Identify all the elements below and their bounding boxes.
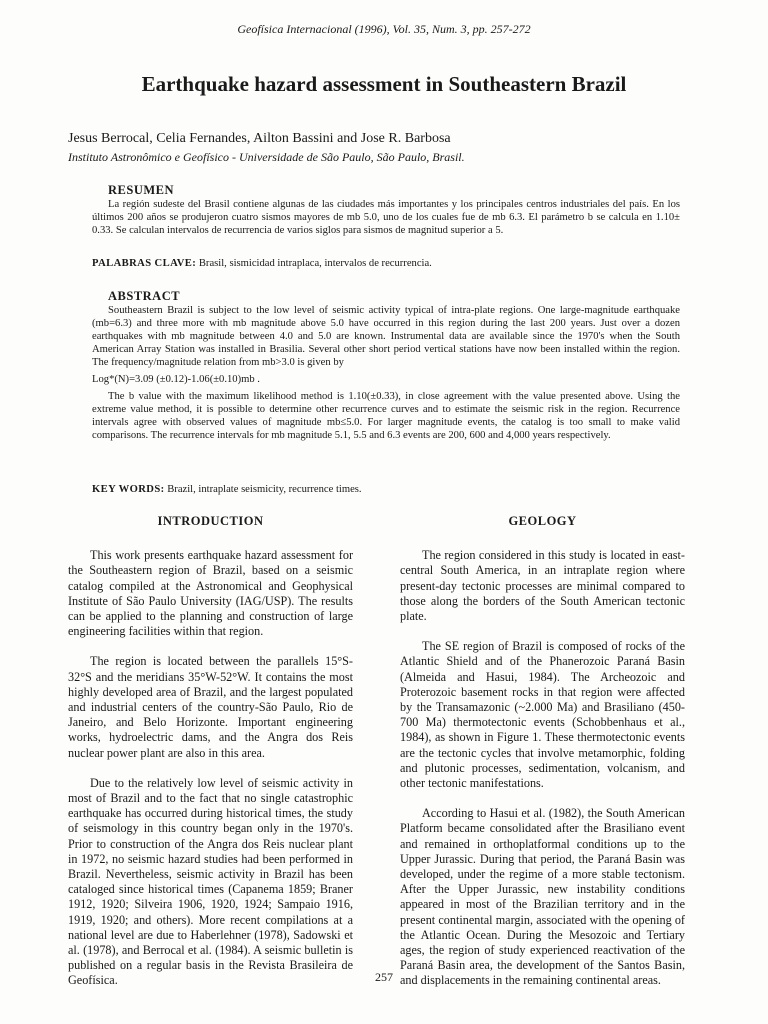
journal-citation: Geofísica Internacional (1996), Vol. 35, Num. 3, pp. 257-272 [237,22,531,36]
key-words-text: Brazil, intraplate seismicity, recurrence times. [167,484,362,495]
introduction-heading: INTRODUCTION [157,514,264,528]
abstract-section [92,290,680,442]
palabras-clave [92,258,680,269]
resumen-section [92,184,680,237]
geology-paragraph: The SE region of Brazil is composed of rocks of the Atlantic Shield and of the Phanerozoic Paraná Basin (Almeida and Hasui, 1984). The Archeozoic and Proterozoic basement rocks in that region were affected by the Transamazonic (~2.000 Ma) and Brasiliano (450-700 Ma) thermotectonic events (Schobbenhaus et al., 1984), as shown in Figure 1. These thermotectonic events are the tectonic cycles that involve metamorphic, folding and plutonic processes, sedimentation, volcanism, and other tectonic manifestations. [400,639,685,791]
geology-heading: GEOLOGY [508,514,577,528]
geology-paragraph: The region considered in this study is located in east-central South America, in an intraplate region where present-day tectonic processes are minimal compared to those along the borders of the South American tectonic plate. [400,548,685,624]
page-number: 257 [375,970,393,984]
palabras-clave-text: Brasil, sismicidad intraplaca, intervalos de recurrencia. [198,258,432,269]
introduction-paragraph: The region is located between the parallels 15°S-32°S and the meridians 35°W-52°W. It contains the most highly developed area of Brazil, and the largest populated and industrial centers of the country-São Paulo, Rio de Janeiro, and Belo Horizonte. Important engineering works, hydroelectric dams, and the Angra dos Reis nuclear power plant are also in this area. [68,654,353,760]
resumen-text: La región sudeste del Brasil contiene algunas de las ciudades más importantes y los principales centros industriales del país. En los últimos 200 años se produjeron cuatro sismos mayores de mb 5.0, uno de los cuales fue de mb 6.3. El parámetro b se calcula en 1.10± 0.33. Se calculan intervalos de recurrencia de varios siglos para sismos de magnitud superior a 5. [92,199,680,236]
key-words [92,484,680,495]
abstract-paragraph-1: Southeastern Brazil is subject to the low level of seismic activity typical of intra-plate regions. One large-magnitude earthquake (mb=6.3) and three more with mb magnitude above 5.0 have occurred in this region during the last 200 years. Just over a dozen earthquakes with mb magnitude between 4.0 and 5.0 are known. Instrumental data are available since the 1970's when the South American Array Station was installed in Brasilia. Several other short period vertical stations have now been installed within the region. The frequency/magnitude relation from mb>3.0 is given by [92,305,680,368]
key-words-label: KEY WORDS: [92,484,165,495]
affiliation: Instituto Astronômico e Geofísico - Universidade de São Paulo, São Paulo, Brasil. [68,150,465,164]
abstract-paragraph-2: The b value with the maximum likelihood method is 1.10(±0.33), in close agreement with the value presented above. Using the extreme value method, it is possible to determine other recurrence curves and to estimate the seismic risk in the region. Recurrence intervals agree with observed values of magnitude mb≤5.0. For larger magnitude events, the catalog is too small to make valid comparisons. The recurrence intervals for mb magnitude 5.1, 5.5 and 6.3 events are 200, 600 and 4,000 years respectively. [92,391,680,441]
geology-paragraph: According to Hasui et al. (1982), the South American Platform became consolidated after the Brasiliano event and remained in orthoplatformal conditions up to the Upper Jurassic. During that period, the Paraná Basin was developed, under the regime of a more stable tectonism. After the Upper Jurassic, new instability conditions appeared in most of the Brazilian territory and in the present continental margin, associated with the opening of the Atlantic Ocean. During the Mesozoic and Tertiary ages, the region of study experienced reactivation of the Paraná Basin area, the development of the Santos Basin, and displacements in the remaining continental areas. [400,806,685,988]
palabras-clave-label: PALABRAS CLAVE: [92,258,197,269]
geology-column [400,514,685,1004]
introduction-paragraph: Due to the relatively low level of seismic activity in most of Brazil and to the fact that no single catastrophic earthquake has occurred during historical times, the study of seismology in this country began only in the 1970's. Prior to construction of the Angra dos Reis nuclear plant in 1972, no seismic hazard studies had been performed in Brazil. Nevertheless, seismic activity in Brazil has been cataloged since historical times (Capanema 1859; Braner 1912, 1920; Silveira 1906, 1920, 1924; Sampaio 1916, 1919, 1920; and others). More recent compilations at a national level are due to Haberlehner (1978), Sadowski et al. (1978), and Berrocal et al. (1984). A seismic bulletin is published on a regular basis in the Revista Brasileira de Geofísica. [68,775,353,988]
paper-title: Earthquake hazard assessment in Southeastern Brazil [141,72,627,96]
resumen-heading: RESUMEN [108,183,175,197]
introduction-paragraph: This work presents earthquake hazard assessment for the Southeastern region of Brazil, based on a seismic catalog compiled at the Astronomical and Geophysical Institute of São Paulo University (IAG/USP). The results can be applied to the planning and construction of large engineering facilities within that region. [68,548,353,639]
author-list: Jesus Berrocal, Celia Fernandes, Ailton Bassini and Jose R. Barbosa [68,131,451,146]
abstract-heading: ABSTRACT [108,289,181,303]
introduction-column [68,514,353,1004]
abstract-formula: Log*(N)=3.09 (±0.12)-1.06(±0.10)mb . [92,374,260,385]
